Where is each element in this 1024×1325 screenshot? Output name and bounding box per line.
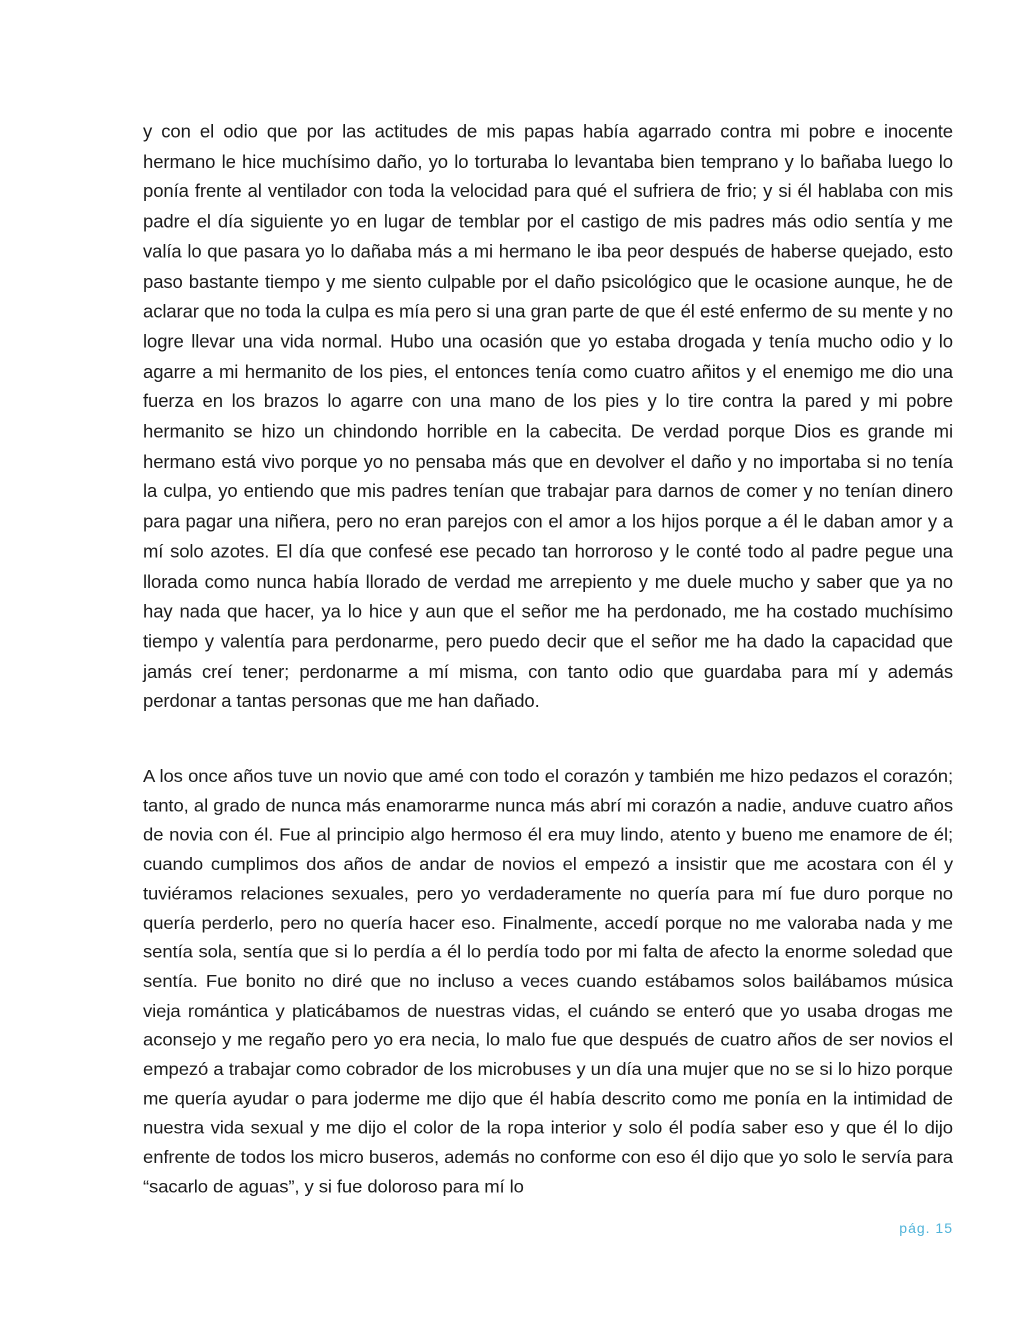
body-paragraph: y con el odio que por las actitudes de mis papas había agarrado contra mi pobre e inocente hermano le hice muchísimo daño, yo lo torturaba lo levantaba bien temprano y lo bañaba luego lo ponía frente al ventilador con toda la velocidad para qué el sufriera de frio; y si él hablaba con mis padre el día siguiente yo en lugar de temblar por el castigo de mis padres más odio sentía y me valía lo que pasara yo lo dañaba más a mi hermano le iba peor después de haberse quejado, esto paso bastante tiempo y me siento culpable por el daño psicológico que le ocasione aunque, he de aclarar que no toda la culpa es mía pero si una gran parte de que él esté enfermo de su mente y no logre llevar una vida normal. Hubo una ocasión que yo estaba drogada y tenía mucho odio y lo agarre a mi hermanito de los pies, el entonces tenía como cuatro añitos y el enemigo me dio una fuerza en los brazos lo agarre con una mano de los pies y lo tire contra la pared y mi pobre hermanito se hizo un chindondo horrible en la cabecita. De verdad porque Dios es grande mi hermano está vivo porque yo no pensaba más que en devolver el daño y no importaba si no tenía la culpa, yo entiendo que mis padres tenían que trabajar para darnos de comer y no tenían dinero para pagar una niñera, pero no eran parejos con el amor a los hijos porque a él le daban amor y a mí solo azotes. El día que confesé ese pecado tan horroroso y le conté todo al padre pegue una llorada como nunca había llorado de verdad me arrepiento y me duele mucho y saber que ya no hay nada que hacer, ya lo hice y aun que el señor me ha perdonado, me ha costado muchísimo tiempo y valentía para perdonarme, pero puedo decir que el señor me ha dado la capacidad que jamás creí tener; perdonarme a mí misma, con tanto odio que guardaba para mí y además perdonar a tantas personas que me han dañado. xyxy=(143,120,953,712)
body-paragraph: A los once años tuve un novio que amé con todo el corazón y también me hizo pedazos el corazón; tanto, al grado de nunca más enamorarme nunca más abrí mi corazón a nadie, anduve cuatro años de novia con él. Fue al principio algo hermoso él era muy lindo, atento y bueno me enamore de él; cuando cumplimos dos años de andar de novios el empezó a insistir que me acostara con él y tuviéramos relaciones sexuales, pero yo verdaderamente no quería para mí fue duro porque no quería perderlo, pero no quería hacer eso. Finalmente, accedí porque no me valoraba nada y me sentía sola, sentía que si lo perdía a él lo perdía todo por mi falta de afecto la enorme soledad que sentía. Fue bonito no diré que no incluso a veces cuando estábamos solos bailábamos música vieja romántica y platicábamos de nuestras vidas, el cuándo se enteró que yo usaba drogas me aconsejo y me regaño pero yo era necia, lo malo fue que después de cuatro años de ser novios el empezó a trabajar como cobrador de los microbuses y un día una mujer que no se si lo hizo porque me quería ayudar o para joderme me dijo que él había descrito como me ponía en la intimidad de nuestra vida sexual y me dijo el color de la ropa interior y solo él podía saber eso y que él lo dijo enfrente de todos los micro buseros, además no conforme con eso él dijo que yo solo le servía para “sacarlo de aguas”, y si fue doloroso para mí lo xyxy=(143,765,953,1197)
page-number: pág. 15 xyxy=(899,1220,953,1236)
